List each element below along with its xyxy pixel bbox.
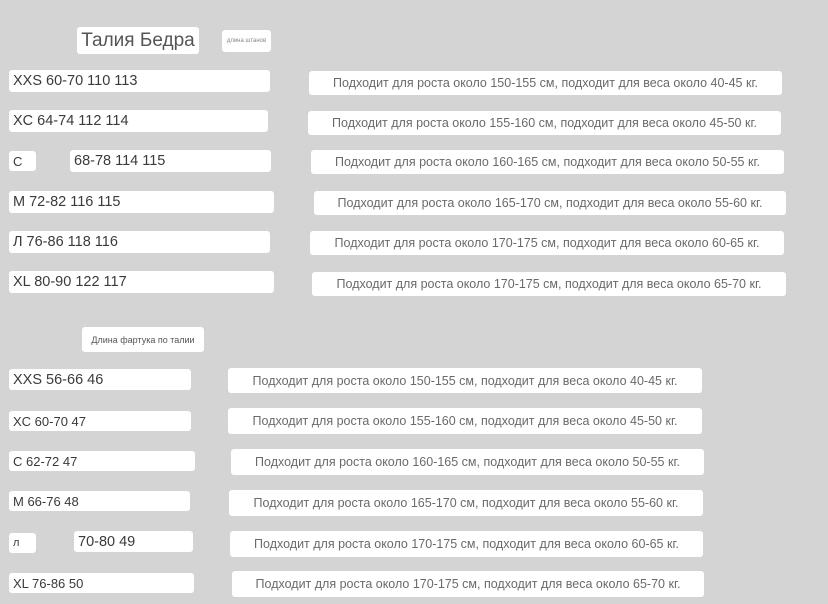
size-cell: M 72-82 116 115 bbox=[9, 191, 274, 213]
size-cell: Л 76-86 118 116 bbox=[9, 231, 270, 253]
pants-length-label: длина штанов bbox=[222, 30, 271, 52]
fit-description: Подходит для роста около 170-175 см, подходит для веса около 60-65 кг. bbox=[310, 231, 784, 255]
size-cell: л bbox=[9, 533, 36, 553]
fit-description: Подходит для роста около 170-175 см, подходит для веса около 65-70 кг. bbox=[312, 272, 786, 296]
measures-cell: 70-80 49 bbox=[74, 531, 193, 552]
fit-description: Подходит для роста около 150-155 см, подходит для веса около 40-45 кг. bbox=[228, 368, 702, 393]
size-cell: XXS 60-70 110 113 bbox=[9, 70, 270, 92]
fit-description: Подходит для роста около 160-165 см, подходит для веса около 50-55 кг. bbox=[231, 449, 704, 475]
fit-description: Подходит для роста около 165-170 см, подходит для веса около 55-60 кг. bbox=[314, 191, 786, 215]
measures-cell: 68-78 114 115 bbox=[70, 150, 271, 172]
fit-description: Подходит для роста около 165-170 см, подходит для веса около 55-60 кг. bbox=[229, 490, 703, 516]
apron-length-header: Длина фартука по талии bbox=[82, 327, 204, 352]
size-cell: XL 80-90 122 117 bbox=[9, 271, 274, 293]
fit-description: Подходит для роста около 170-175 см, подходит для веса около 60-65 кг. bbox=[230, 531, 703, 557]
size-cell: M 66-76 48 bbox=[9, 491, 190, 511]
fit-description: Подходит для роста около 155-160 см, подходит для веса около 45-50 кг. bbox=[308, 111, 781, 135]
fit-description: Подходит для роста около 150-155 см, подходит для веса около 40-45 кг. bbox=[309, 71, 782, 95]
size-cell: XXS 56-66 46 bbox=[9, 369, 191, 390]
size-cell: С 62-72 47 bbox=[9, 451, 195, 471]
size-cell: XC 64-74 112 114 bbox=[9, 110, 268, 132]
waist-hips-header: Талия Бедра bbox=[77, 27, 199, 54]
fit-description: Подходит для роста около 170-175 см, подходит для веса около 65-70 кг. bbox=[232, 571, 704, 597]
size-cell: XC 60-70 47 bbox=[9, 411, 191, 431]
fit-description: Подходит для роста около 160-165 см, подходит для веса около 50-55 кг. bbox=[311, 150, 784, 174]
size-cell: XL 76-86 50 bbox=[9, 573, 194, 593]
fit-description: Подходит для роста около 155-160 см, подходит для веса около 45-50 кг. bbox=[228, 408, 702, 434]
size-cell: С bbox=[9, 151, 36, 171]
